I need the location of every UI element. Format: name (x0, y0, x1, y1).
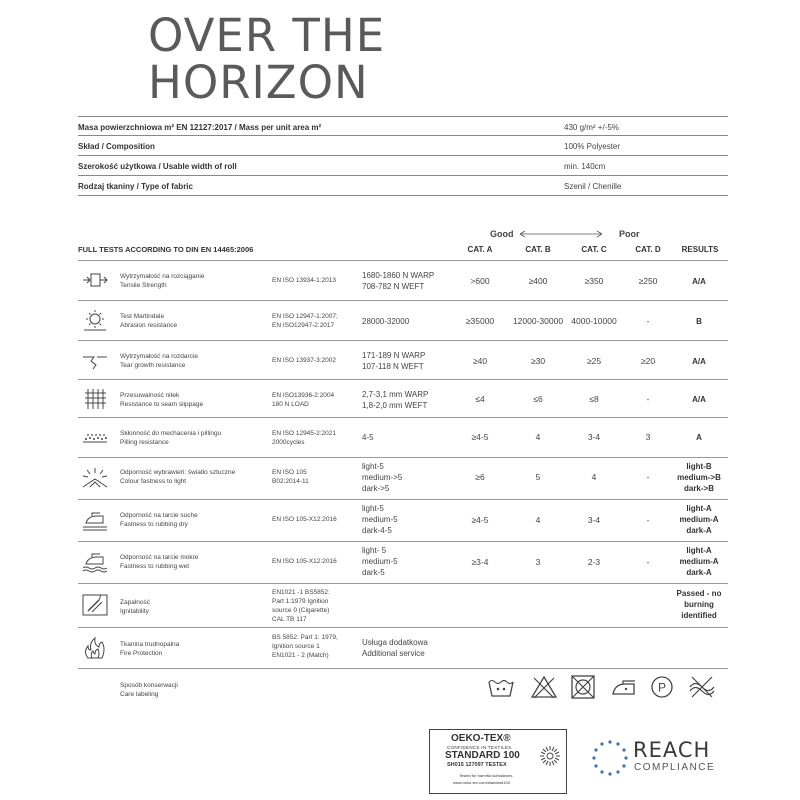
cat-a-value: ≥35000 (465, 316, 495, 326)
test-grade: light-A medium-A dark-A (679, 546, 719, 577)
test-grade: Passed - no burning identified (676, 589, 722, 620)
cat-c-value: ≤8 (589, 394, 599, 404)
property-row (78, 156, 728, 176)
test-name: Odporność na tarcie suche Fastness to rubbing dry (120, 512, 198, 528)
test-row-pilling (78, 417, 728, 457)
test-standard: EN ISO13936-2:2004 180 N LOAD (272, 392, 335, 408)
cat-a-value: ≥40 (472, 356, 488, 366)
header-cat-a: CAT. A (467, 245, 493, 254)
property-label: Masa powierzchniowa m² EN 12127:2017 / Mass per unit area m² (78, 123, 322, 132)
cat-d-value: ≥20 (640, 356, 656, 366)
test-grade: A (696, 433, 702, 442)
property-label: Szerokość użytkowa / Usable width of roll (78, 162, 237, 171)
cat-d-value: - (646, 515, 650, 525)
test-row-fire-protection (78, 627, 728, 668)
cat-c-value: ≥25 (586, 356, 602, 366)
test-result: light-5 medium-5 dark-4-5 (362, 504, 398, 535)
property-label: Skład / Composition (78, 142, 155, 151)
cat-c-value: 4 (591, 472, 597, 482)
test-result: 4-5 (362, 433, 374, 442)
dry-clean-p-icon (648, 674, 676, 700)
cat-d-value: - (646, 472, 650, 482)
test-grade: B (696, 317, 702, 326)
title-line-2: HORIZON (148, 56, 369, 109)
test-result: 28000-32000 (362, 317, 410, 326)
property-value: min. 140cm (564, 162, 606, 171)
test-name: Odporność na tarcie mokre Fastness to rubbing wet (120, 554, 199, 570)
cat-a-value: ≥3-4 (471, 557, 489, 567)
cat-a-value: ≤4 (475, 394, 485, 404)
test-grade: light-A medium-A dark-A (679, 504, 719, 535)
cat-c-value: 3-4 (587, 432, 601, 442)
reach-stars-icon (590, 738, 630, 778)
cat-b-value: 5 (535, 472, 541, 482)
oeko-tex-label (429, 729, 567, 794)
oeko-tex-standard: STANDARD 100 (445, 750, 520, 761)
test-standard: EN ISO 105 B02:2014-11 (272, 469, 309, 485)
test-name: Wytrzymałość na rozciąganie Tensile Strength (120, 273, 205, 289)
header-cat-c: CAT. C (581, 245, 607, 254)
test-grade: A/A (692, 357, 706, 366)
test-row-ignitability (78, 583, 728, 627)
properties-table (78, 116, 728, 196)
test-grade: light-B medium->B dark->B (677, 462, 721, 493)
test-row-rubbing-wet (78, 541, 728, 583)
cat-c-value: 4000-10000 (571, 316, 617, 326)
cat-b-value: 3 (535, 557, 541, 567)
light-fastness-icon (80, 465, 110, 491)
header-results: RESULTS (681, 245, 719, 254)
property-row (78, 116, 728, 136)
property-label: Rodzaj tkaniny / Type of fabric (78, 182, 193, 191)
cat-a-value: >600 (470, 276, 490, 286)
cat-b-value: ≥400 (528, 276, 548, 286)
cat-b-value: ≥30 (530, 356, 546, 366)
cat-d-value: - (646, 316, 650, 326)
header-cat-d: CAT. D (635, 245, 661, 254)
test-result: 1680-1860 N WARP 708-782 N WEFT (362, 271, 435, 291)
scale-good-label: Good (490, 229, 514, 239)
test-result: 2,7-3,1 mm WARP 1,8-2,0 mm WEFT (362, 390, 429, 410)
cat-c-value: 2-3 (587, 557, 601, 567)
test-name: Zapalność Ignitability (120, 599, 150, 615)
test-standard: EN ISO 12947-1:2007; EN ISO12947-2:2017 (272, 313, 338, 329)
cat-d-value: - (646, 394, 650, 404)
cat-a-value: ≥4-5 (471, 432, 489, 442)
svg-text:P: P (657, 680, 667, 695)
test-grade: A/A (692, 395, 706, 404)
oeko-tex-code: SH015 127097 TESTEX (447, 762, 507, 768)
ignitability-icon (80, 592, 110, 618)
test-row-light-fastness (78, 457, 728, 499)
cat-a-value: ≥4-5 (471, 515, 489, 525)
test-standard: EN ISO 13934-1:2013 (272, 277, 336, 284)
cat-b-value: 12000-30000 (512, 316, 564, 326)
test-result: Usługa dodatkowa Additional service (362, 638, 428, 658)
test-name: Test Martindale Abrasion resistance (120, 313, 178, 329)
test-result: light- 5 medium-5 dark-5 (362, 546, 398, 577)
tensile-icon (80, 267, 110, 293)
test-name: Wytrzymałość na rozdarcie Tear growth resistance (120, 353, 198, 369)
cat-c-value: ≥350 (584, 276, 604, 286)
test-result: light-5 medium->5 dark->5 (362, 462, 403, 493)
tests-title: FULL TESTS ACCORDING TO DIN EN 14465:2006 (78, 245, 254, 254)
cat-c-value: 3-4 (587, 515, 601, 525)
property-value: 100% Polyester (564, 142, 621, 151)
seam-slippage-icon (80, 386, 110, 412)
fire-protection-icon (80, 635, 110, 661)
test-name: Skłonność do mechacenia i pillingu Pilling resistance (120, 430, 222, 446)
cat-b-value: ≤6 (533, 394, 543, 404)
test-name: Przesuwalność nitek Resistance to seam slippage (120, 392, 204, 408)
cat-b-value: 4 (535, 432, 541, 442)
cat-a-value: ≥6 (475, 472, 485, 482)
property-row (78, 136, 728, 156)
test-row-tear (78, 340, 728, 379)
test-grade: A/A (692, 277, 706, 286)
test-row-abrasion (78, 300, 728, 340)
test-standard: EN ISO 105-X12:2016 (272, 516, 337, 523)
test-standard: EN ISO 105-X12:2016 (272, 558, 337, 565)
care-label-name: Sposób konserwacji Care labeling (120, 682, 178, 698)
cat-b-value: 4 (535, 515, 541, 525)
test-standard: EN1021 -1 BS5852: Part 1:1979 Ignition source 0 (Cigarette) CAL TB 117 (272, 589, 330, 623)
reach-subtitle: COMPLIANCE (634, 762, 716, 773)
oeko-flower-icon (539, 745, 561, 767)
header-cat-b: CAT. B (525, 245, 551, 254)
test-standard: EN ISO 13937-3:2002 (272, 357, 336, 364)
rubbing-dry-icon (80, 507, 110, 533)
oeko-tex-tested-text: Tested for harmful substances. (459, 773, 514, 778)
test-result: 171-189 N WARP 107-118 N WEFT (362, 351, 426, 371)
cat-d-value: 3 (645, 432, 651, 442)
oeko-tex-url: www.oeko-tex.com/standard100 (453, 780, 510, 785)
tear-icon (80, 347, 110, 373)
test-row-tensile (78, 260, 728, 300)
pilling-icon (80, 424, 110, 450)
test-standard: EN ISO 12945-2:2021 2000cycles (272, 430, 336, 446)
test-name: Tkanina trudnopalna Fire Protection (120, 641, 180, 657)
test-row-seam-slippage (78, 379, 728, 417)
test-standard: BS 5852: Part 1: 1979, Ignition source 1 EN1021 - 2 (Match) (272, 634, 338, 659)
wash-30-icon (487, 674, 515, 700)
test-row-rubbing-dry (78, 499, 728, 541)
property-value: 430 g/m² +/-5% (564, 123, 619, 132)
no-bleach-icon (530, 674, 558, 700)
product-title (148, 9, 386, 109)
title-line-1: OVER THE (148, 9, 386, 62)
oeko-tex-title: OEKO-TEX® (451, 733, 511, 744)
cat-d-value: ≥250 (638, 276, 658, 286)
property-row (78, 176, 728, 196)
test-name: Odporność wybrawień: światło sztuczne Colour fastness to light (120, 469, 236, 485)
double-arrow-icon (516, 229, 606, 239)
abrasion-icon (80, 307, 110, 333)
no-wring-icon (688, 674, 716, 700)
no-tumble-dry-icon (569, 674, 597, 700)
cat-d-value: - (646, 557, 650, 567)
property-value: Szenil / Chenille (564, 182, 622, 191)
oeko-tex-tagline: CONFIDENCE IN TEXTILES (447, 745, 512, 750)
tests-table (78, 260, 728, 713)
reach-title: REACH (633, 738, 711, 762)
scale-poor-label: Poor (619, 229, 640, 239)
rubbing-wet-icon (80, 549, 110, 575)
iron-low-icon (610, 674, 638, 700)
